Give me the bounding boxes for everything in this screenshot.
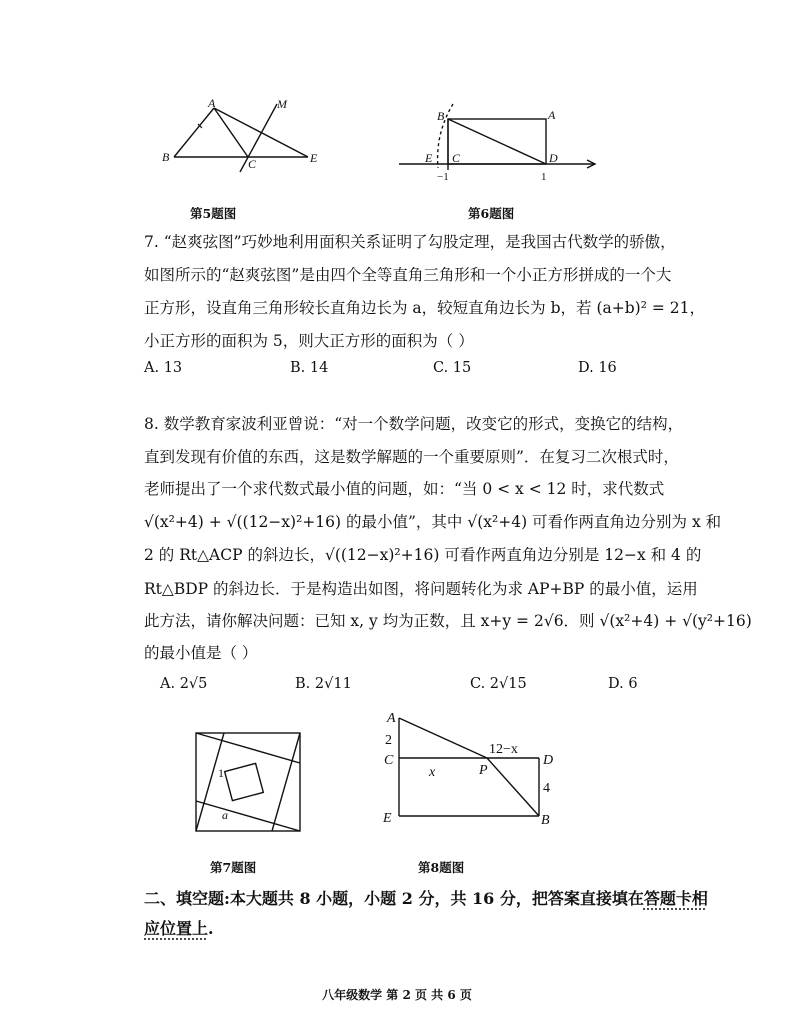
fig7-inner-square	[225, 763, 264, 800]
fig8-label-p: P	[479, 763, 488, 778]
q7-line-1: 7. “赵爽弦图”巧妙地利用面积关系证明了勾股定理，是我国古代数学的骄傲，	[144, 233, 676, 251]
fig7-label-one: 1	[218, 766, 224, 780]
q7-option-d: D. 16	[578, 360, 617, 376]
figure-5	[160, 96, 330, 176]
q8-line-4: √(x²+4) + √((12−x)²+16) 的最小值”，其中 √(x²+4) 可看作两直角边分别为 x 和	[144, 513, 722, 531]
fig5-label-b: B	[162, 150, 170, 164]
q8-line-8: 的最小值是（ ）	[144, 644, 258, 662]
fig6-label-e: E	[425, 151, 433, 165]
fig8-segment-ap	[399, 718, 487, 758]
fig5-segment-ab	[174, 108, 214, 157]
fig8-label-a: A	[387, 711, 396, 726]
fig8-label-four: 4	[543, 781, 550, 796]
fig8-label-b: B	[541, 813, 550, 828]
fig5-caption: 第5题图	[190, 206, 237, 221]
section-2-heading-end: .	[208, 919, 214, 938]
fig7-hypotenuse-left	[196, 733, 224, 831]
fig7-hypotenuse-bottom	[196, 801, 300, 831]
q8-line-3: 老师提出了一个求代数式最小值的问题，如：“当 0 < x < 12 时，求代数式	[144, 480, 665, 498]
q8-option-b: B. 2√11	[295, 676, 352, 692]
fig7-label-a: a	[222, 808, 228, 822]
fig6-label-c: C	[452, 151, 461, 165]
fig7-hypotenuse-top	[196, 733, 300, 763]
q8-line-2: 直到发现有价值的东西，这是数学解题的一个重要原则”．在复习二次根式时，	[144, 448, 679, 466]
fig5-label-c: C	[248, 157, 257, 171]
q8-line-6: Rt△BDP 的斜边长．于是构造出如图，将问题转化为求 AP+BP 的最小值，运用	[144, 580, 698, 598]
section-2-heading-emphasis-2: 应位置上	[144, 919, 209, 938]
figure-8	[375, 708, 575, 836]
fig8-label-e: E	[383, 811, 392, 826]
page-footer: 八年级数学 第 2 页 共 6 页	[322, 988, 472, 1002]
fig8-label-c: C	[384, 753, 394, 768]
figure-7	[190, 727, 310, 837]
fig5-label-e: E	[310, 151, 318, 165]
fig6-label-a: A	[548, 108, 556, 122]
fig7-caption: 第7题图	[210, 860, 257, 875]
fig5-label-m: M	[277, 97, 287, 111]
fig6-caption: 第6题图	[468, 206, 515, 221]
fig6-diagonal-bd	[448, 119, 546, 164]
q7-line-4: 小正方形的面积为 5，则大正方形的面积为（ ）	[144, 332, 474, 350]
q8-option-c: C. 2√15	[470, 676, 527, 692]
fig5-segment-ac	[214, 108, 248, 157]
q8-line-1: 8. 数学教育家波利亚曾说：“对一个数学问题，改变它的形式，变换它的结构，	[144, 415, 684, 433]
fig6-label-d: D	[549, 151, 558, 165]
fig8-label-x: x	[429, 765, 436, 780]
fig6-label-one: 1	[541, 171, 547, 183]
q8-line-5: 2 的 Rt△ACP 的斜边长，√((12−x)²+16) 可看作两直角边分别是 12−x 和 4 的	[144, 546, 702, 564]
fig8-label-12-minus-x: 12−x	[489, 742, 518, 757]
q7-option-b: B. 14	[290, 360, 329, 376]
section-2-heading-line-2	[144, 916, 214, 939]
fig6-label-b: B	[437, 109, 445, 123]
q7-line-3: 正方形，设直角三角形较长直角边长为 a，较短直角边长为 b，若 (a+b)² = 21，	[144, 299, 705, 317]
q7-option-c: C. 15	[433, 360, 472, 376]
section-2-heading-line-1	[144, 886, 708, 909]
fig5-label-a: A	[208, 96, 216, 110]
q8-option-d: D. 6	[608, 676, 638, 692]
q7-line-2: 如图所示的“赵爽弦图”是由四个全等直角三角形和一个小正方形拼成的一个大	[144, 266, 672, 284]
section-2-heading-emphasis: 答题卡相	[643, 889, 708, 908]
fig8-caption: 第8题图	[418, 860, 465, 875]
q8-option-a: A. 2√5	[160, 676, 208, 692]
fig8-segment-pb	[487, 758, 539, 816]
q8-line-7: 此方法，请你解决问题：已知 x, y 均为正数，且 x+y = 2√6．则 √(x²+4) + √(y²+16)	[144, 612, 752, 630]
fig6-label-minus1: −1	[437, 171, 449, 183]
figure-6	[395, 100, 605, 192]
q7-option-a: A. 13	[144, 360, 183, 376]
fig7-hypotenuse-right	[272, 733, 300, 831]
fig8-label-d: D	[543, 753, 554, 768]
fig8-label-two: 2	[385, 733, 392, 748]
section-2-heading-text: 二、填空题:本大题共 8 小题，小题 2 分，共 16 分，把答案直接填在	[144, 889, 644, 908]
